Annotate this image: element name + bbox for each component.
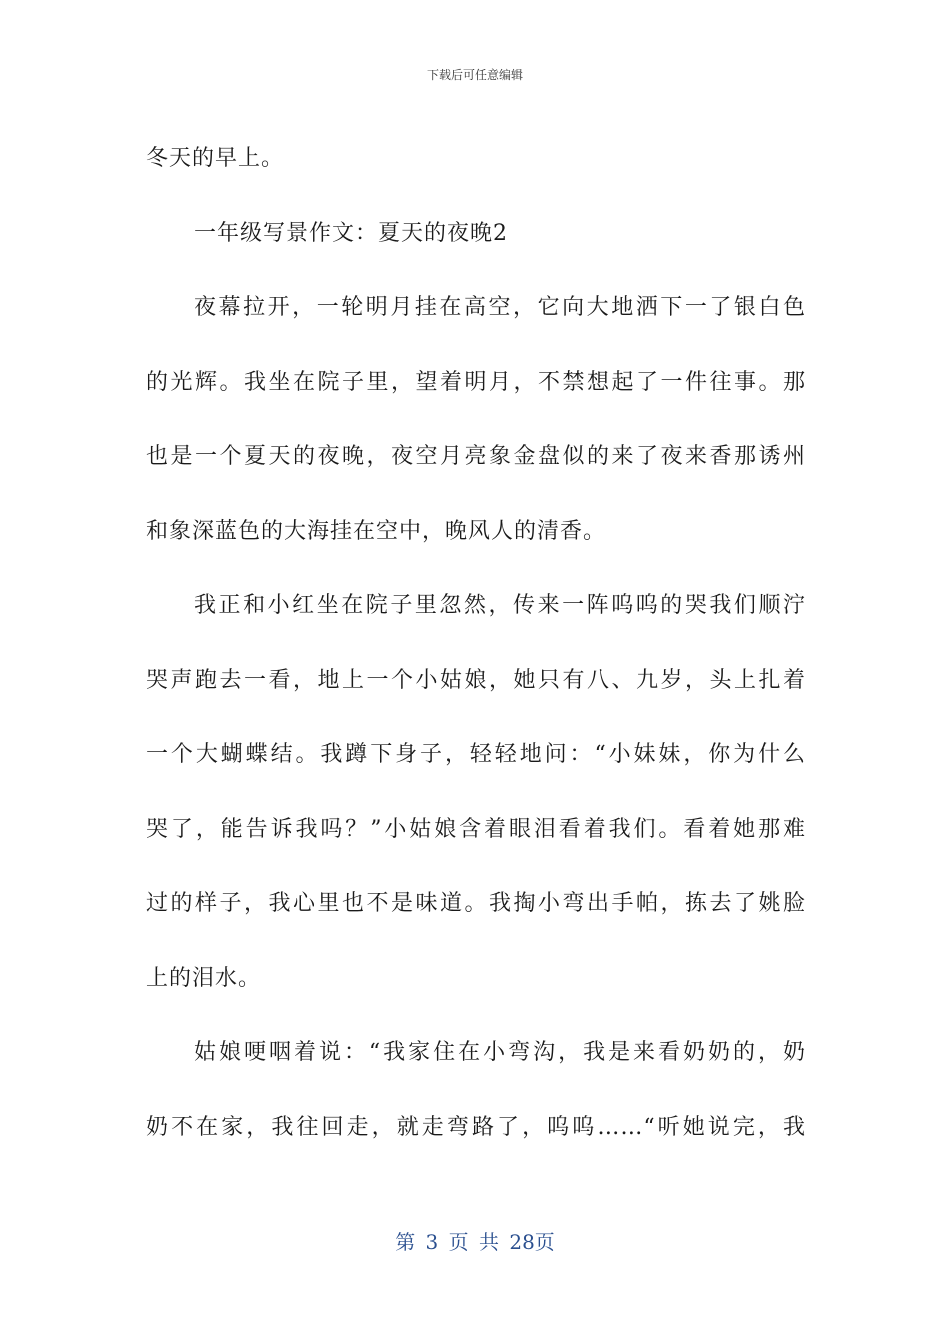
text-line: 过的样子，我心里也不是味道。我掏小弯出手帕，拣去了姚脸 [146,891,806,916]
page-number: 第 3 页 共 28页 [395,1230,555,1254]
text-line: 哭声跑去一看，地上一个小姑娘，她只有八、九岁，头上扎着 [146,667,806,693]
text-line: 和象深蓝色的大海挂在空中，晚风人的清香。 [146,518,607,544]
document-body [146,122,806,1165]
text-line: 哭了，能告诉我吗？”小姑娘含着眼泪看着我们。看着她那难 [146,816,806,842]
text-line: 夜幕拉开，一轮明月挂在高空，它向大地洒下一了银白色 [194,295,806,320]
text-line: 一个大蝴蝶结。我蹲下身子，轻轻地问：“小妹妹，你为什么 [146,742,806,767]
text-line: 我正和小红坐在院子里忽然，传来一阵呜呜的哭我们顺泞 [194,593,806,618]
text-line: 姑娘哽咽着说：“我家住在小弯沟，我是来看奶奶的，奶 [194,1040,806,1065]
text-line: 奶不在家，我往回走，就走弯路了，呜呜……“听她说完，我 [146,1114,806,1140]
text-line: 也是一个夏天的夜晚，夜空月亮象金盘似的来了夜来香那诱州 [146,444,806,469]
text-line: 冬天的早上。 [146,146,285,171]
text-line: 一年级写景作文：夏天的夜晚2 [194,220,508,246]
text-line: 上的泪水。 [146,965,262,991]
text-line: 的光辉。我坐在院子里，望着明月，不禁想起了一件往事。那 [146,369,806,395]
page-header: 下载后可任意编辑 [426,68,523,82]
